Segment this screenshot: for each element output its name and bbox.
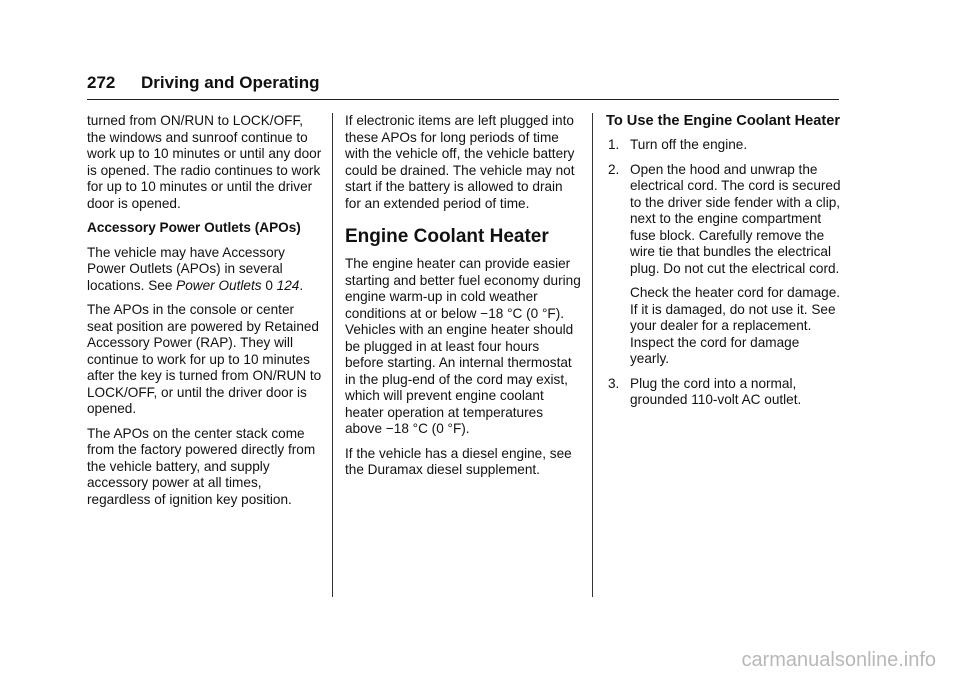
page-number: 272	[87, 73, 116, 92]
column-1	[87, 113, 323, 516]
column-3	[606, 113, 842, 417]
step-text: Open the hood and unwrap the electrical cord. The cord is secured to the driver side fender with a clip, next to the engine compartment fuse block. Carefully remove the wire tie that bundles the electrical plug. Do not cut the electrical cord.	[630, 161, 841, 276]
step-note: Check the heater cord for damage. If it is damaged, do not use it. See your dealer for a replacement. Inspect the cord for damage yearly.	[630, 285, 841, 366]
step-number: 1.	[608, 137, 620, 152]
page-header	[87, 72, 839, 100]
paragraph: turned from ON/RUN to LOCK/OFF, the windows and sunroof continue to work up to 10 minutes or until any door is opened. The radio continues to work for up to 10 minutes or until the driver door is opened.	[87, 113, 322, 211]
paragraph: If the vehicle has a diesel engine, see the Duramax diesel supplement.	[345, 445, 572, 477]
page-ref-marker: 0	[265, 277, 273, 293]
list-item	[606, 162, 842, 368]
steps-list	[606, 137, 842, 409]
subheading-apos: Accessory Power Outlets (APOs)	[87, 220, 301, 235]
section-title: Driving and Operating	[141, 73, 320, 92]
heading-engine-coolant-heater: Engine Coolant Heater	[345, 226, 549, 247]
list-item	[606, 376, 842, 409]
step-number: 3.	[608, 375, 620, 391]
text: The vehicle may have Accessory Power Outlets (APOs) in several locations. See	[87, 244, 285, 293]
column-divider	[332, 113, 333, 597]
paragraph: The APOs on the center stack come from the factory powered directly from the vehicle battery, and supply accessory power at all times, regardless of ignition key position.	[87, 425, 316, 507]
column-2	[345, 113, 581, 487]
step-text: Plug the cord into a normal, grounded 110-volt AC outlet.	[630, 375, 802, 407]
list-item	[606, 137, 842, 154]
paragraph-apos-intro	[87, 245, 323, 295]
step-number: 2.	[608, 161, 620, 177]
column-divider	[592, 113, 593, 597]
step-text: Turn off the engine.	[630, 137, 748, 152]
header-rule	[87, 99, 839, 100]
paragraph: The engine heater can provide easier starting and better fuel economy during engine warm-up in cold weather conditions at or below −18 °C (0 °F). Vehicles with an engine heater should be plugged in at least four hours before starting. An internal thermostat in the plug-end of the cord may exist, which will prevent engine coolant heater operation at temperatures above −18 °C (0 °F).	[345, 256, 581, 436]
cross-reference-link[interactable]: Power Outlets	[176, 277, 262, 293]
paragraph: The APOs in the console or center seat position are powered by Retained Accessory Power (RAP). They will continue to work for up to 10 minutes after the key is turned from ON/RUN to LOCK/OFF, or until the driver door is opened.	[87, 302, 322, 416]
paragraph: If electronic items are left plugged into these APOs for long periods of time with the vehicle off, the vehicle battery could be drained. The vehicle may not start if the battery is allowed to drain for an extended period of time.	[345, 113, 575, 211]
heading-to-use-heater: To Use the Engine Coolant Heater	[606, 113, 841, 129]
text: .	[299, 277, 304, 293]
page-ref-number[interactable]: 124	[276, 277, 300, 293]
watermark: carmanualsonline.info	[741, 649, 936, 671]
